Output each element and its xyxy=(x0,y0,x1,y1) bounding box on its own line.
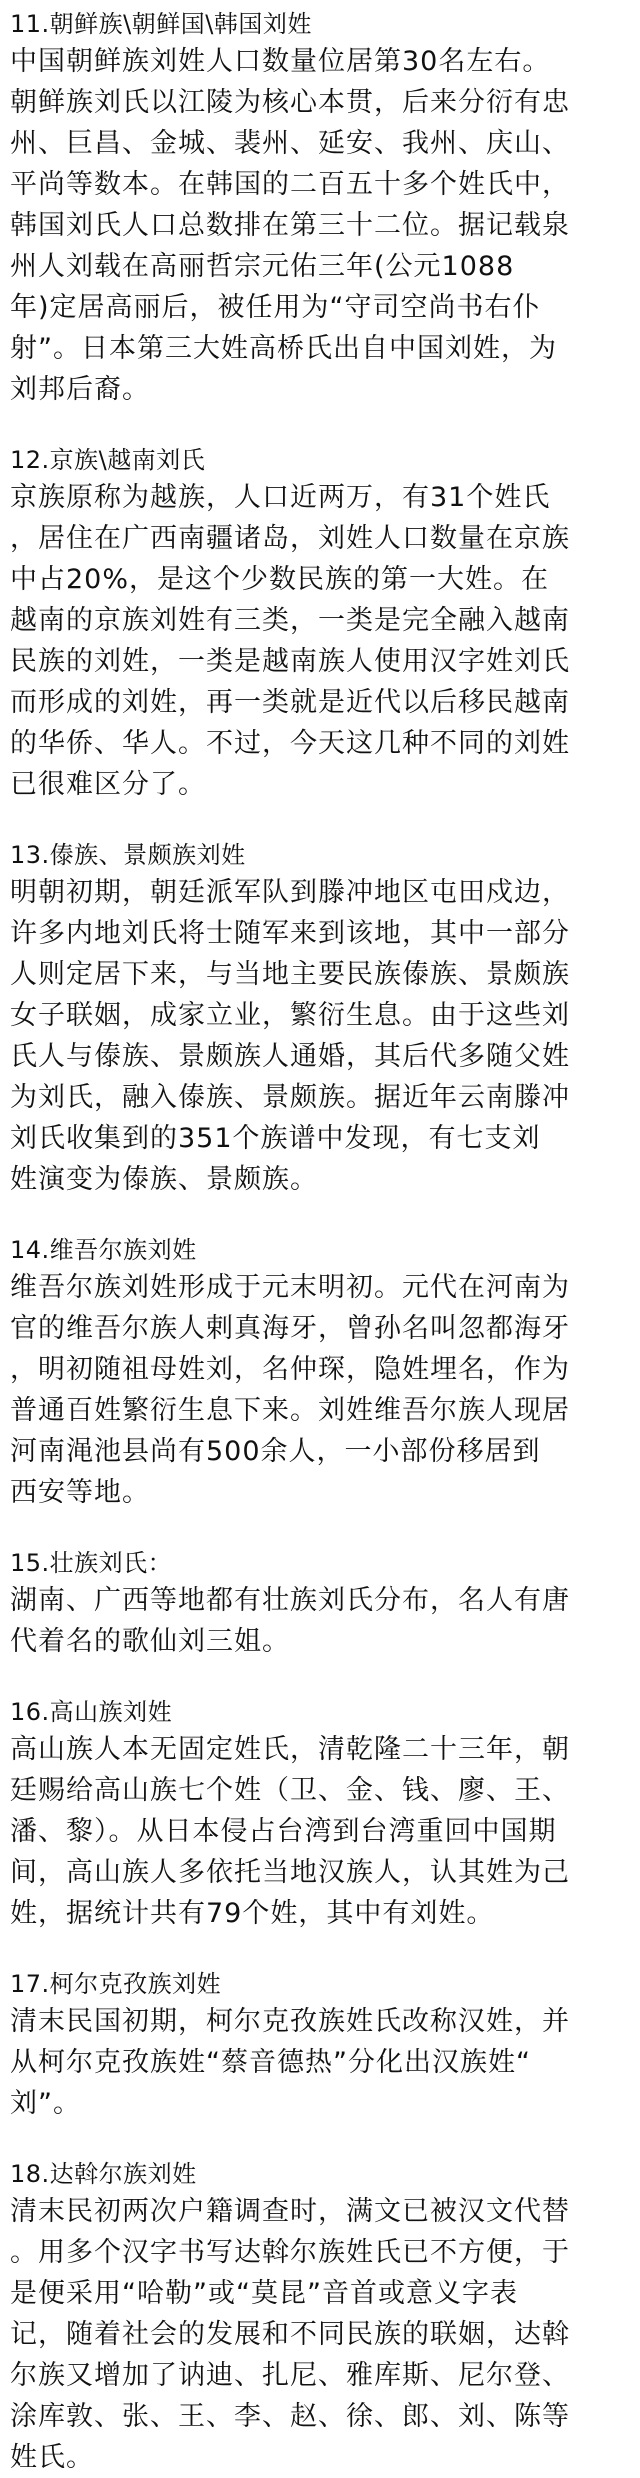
body-line: 高山族人本无固定姓氏，清乾隆二十三年，朝 xyxy=(10,1734,570,1765)
body-line: 民族的刘姓，一类是越南族人使用汉字姓刘氏 xyxy=(10,646,570,677)
section-spacer xyxy=(10,1200,628,1234)
body-line: 尔族又增加了讷迪、扎尼、雅库斯、尼尔登、 xyxy=(10,2360,570,2391)
section-body xyxy=(10,41,628,410)
section-body xyxy=(10,1267,628,1513)
body-line: 朝鲜族刘氏以江陵为核心本贯，后来分衍有忠 xyxy=(10,87,570,118)
body-line: 湖南、广西等地都有壮族刘氏分布，名人有唐 xyxy=(10,1585,570,1616)
body-line: 为刘氏，融入傣族、景颇族。据近年云南滕冲 xyxy=(10,1082,570,1113)
body-line: 人则定居下来，与当地主要民族傣族、景颇族 xyxy=(10,959,570,990)
section-body xyxy=(10,2191,628,2478)
body-line: 的华侨、华人。不过，今天这几种不同的刘姓 xyxy=(10,728,570,759)
section-13-dai-jingpo xyxy=(10,839,628,1200)
body-line: 许多内地刘氏将士随军来到该地，其中一部分 xyxy=(10,918,570,949)
section-body xyxy=(10,1729,628,1934)
body-line: 韩国刘氏人口总数排在第三十二位。据记载泉 xyxy=(10,210,570,241)
body-line: 刘氏收集到的351个族谱中发现，有七支刘 xyxy=(10,1123,541,1154)
body-line: ，明初随祖母姓刘，名仲琛，隐姓埋名，作为 xyxy=(10,1354,570,1385)
body-line: 姓，据统计共有79个姓，其中有刘姓。 xyxy=(10,1898,495,1929)
body-line: 中国朝鲜族刘姓人口数量位居第30名左右。 xyxy=(10,46,551,77)
section-title: 18.达斡尔族刘姓 xyxy=(10,2160,197,2188)
section-spacer xyxy=(10,805,628,839)
body-line: 清末民初两次户籍调查时，满文已被汉文代替 xyxy=(10,2196,570,2227)
body-line: 刘邦后裔。 xyxy=(10,374,150,405)
section-title: 17.柯尔克孜族刘姓 xyxy=(10,1970,222,1998)
body-line: 廷赐给高山族七个姓（卫、金、钱、廖、王、 xyxy=(10,1775,570,1806)
section-body xyxy=(10,872,628,1200)
body-line: 已很难区分了。 xyxy=(10,769,206,800)
section-15-zhuang xyxy=(10,1547,628,1662)
body-line: 清末民国初期，柯尔克孜族姓氏改称汉姓，并 xyxy=(10,2006,570,2037)
body-line: 射”。日本第三大姓高桥氏出自中国刘姓，为 xyxy=(10,333,557,364)
body-line: 州人刘载在高丽哲宗元佑三年(公元1088 xyxy=(10,251,515,282)
body-line: 是便采用“哈勒”或“莫昆”音首或意义字表 xyxy=(10,2278,518,2309)
section-spacer xyxy=(10,1513,628,1547)
body-line: 州、巨昌、金城、裴州、延安、我州、庆山、 xyxy=(10,128,570,159)
section-17-kirgiz xyxy=(10,1968,628,2124)
body-line: 普通百姓繁衍生息下来。刘姓维吾尔族人现居 xyxy=(10,1395,570,1426)
section-14-uyghur xyxy=(10,1234,628,1513)
section-spacer xyxy=(10,1934,628,1968)
section-11-korean xyxy=(10,8,628,410)
body-line: 潘、黎）。从日本侵占台湾到台湾重回中国期 xyxy=(10,1816,557,1847)
body-line: 河南渑池县尚有500余人，一小部份移居到 xyxy=(10,1436,541,1467)
section-18-daur xyxy=(10,2158,628,2478)
body-line: 维吾尔族刘姓形成于元末明初。元代在河南为 xyxy=(10,1272,570,1303)
body-line: 年)定居高丽后，被任用为“守司空尚书右仆 xyxy=(10,292,541,323)
body-line: ，居住在广西南疆诸岛，刘姓人口数量在京族 xyxy=(10,523,570,554)
section-title: 16.高山族刘姓 xyxy=(10,1698,173,1726)
body-line: 氏人与傣族、景颇族人通婚，其后代多随父姓 xyxy=(10,1041,570,1072)
section-body xyxy=(10,2001,628,2124)
body-line: 记，随着社会的发展和不同民族的联姻，达斡 xyxy=(10,2319,570,2350)
section-title: 12.京族\越南刘氏 xyxy=(10,446,206,474)
body-line: 平尚等数本。在韩国的二百五十多个姓氏中， xyxy=(10,169,570,200)
section-spacer xyxy=(10,410,628,444)
body-line: 越南的京族刘姓有三类，一类是完全融入越南 xyxy=(10,605,570,636)
section-12-jing xyxy=(10,444,628,805)
section-body xyxy=(10,1580,628,1662)
body-line: 间，高山族人多依托当地汉族人，认其姓为己 xyxy=(10,1857,570,1888)
body-line: 。用多个汉字书写达斡尔族姓氏已不方便，于 xyxy=(10,2237,570,2268)
body-line: 京族原称为越族，人口近两万，有31个姓氏 xyxy=(10,482,551,513)
section-title: 11.朝鲜族\朝鲜国\韩国刘姓 xyxy=(10,10,312,38)
section-spacer xyxy=(10,2124,628,2158)
body-line: 从柯尔克孜族姓“蔡音德热”分化出汉族姓“ xyxy=(10,2047,531,2078)
body-line: 中占20%，是这个少数民族的第一大姓。在 xyxy=(10,564,550,595)
body-line: 姓演变为傣族、景颇族。 xyxy=(10,1164,318,1195)
section-title: 14.维吾尔族刘姓 xyxy=(10,1236,197,1264)
body-line: 西安等地。 xyxy=(10,1477,150,1508)
body-line: 刘”。 xyxy=(10,2088,81,2119)
body-line: 女子联姻，成家立业，繁衍生息。由于这些刘 xyxy=(10,1000,570,1031)
body-line: 姓氏。 xyxy=(10,2442,94,2473)
section-spacer xyxy=(10,1662,628,1696)
body-line: 而形成的刘姓，再一类就是近代以后移民越南 xyxy=(10,687,570,718)
section-16-gaoshan xyxy=(10,1696,628,1934)
body-line: 官的维吾尔族人剌真海牙，曾孙名叫忽都海牙 xyxy=(10,1313,570,1344)
body-line: 明朝初期，朝廷派军队到滕冲地区屯田戍边， xyxy=(10,877,570,908)
body-line: 涂库敦、张、王、李、赵、徐、郎、刘、陈等 xyxy=(10,2401,570,2432)
section-body xyxy=(10,477,628,805)
body-line: 代着名的歌仙刘三姐。 xyxy=(10,1626,290,1657)
section-title: 13.傣族、景颇族刘姓 xyxy=(10,841,246,869)
section-title: 15.壮族刘氏： xyxy=(10,1549,173,1577)
